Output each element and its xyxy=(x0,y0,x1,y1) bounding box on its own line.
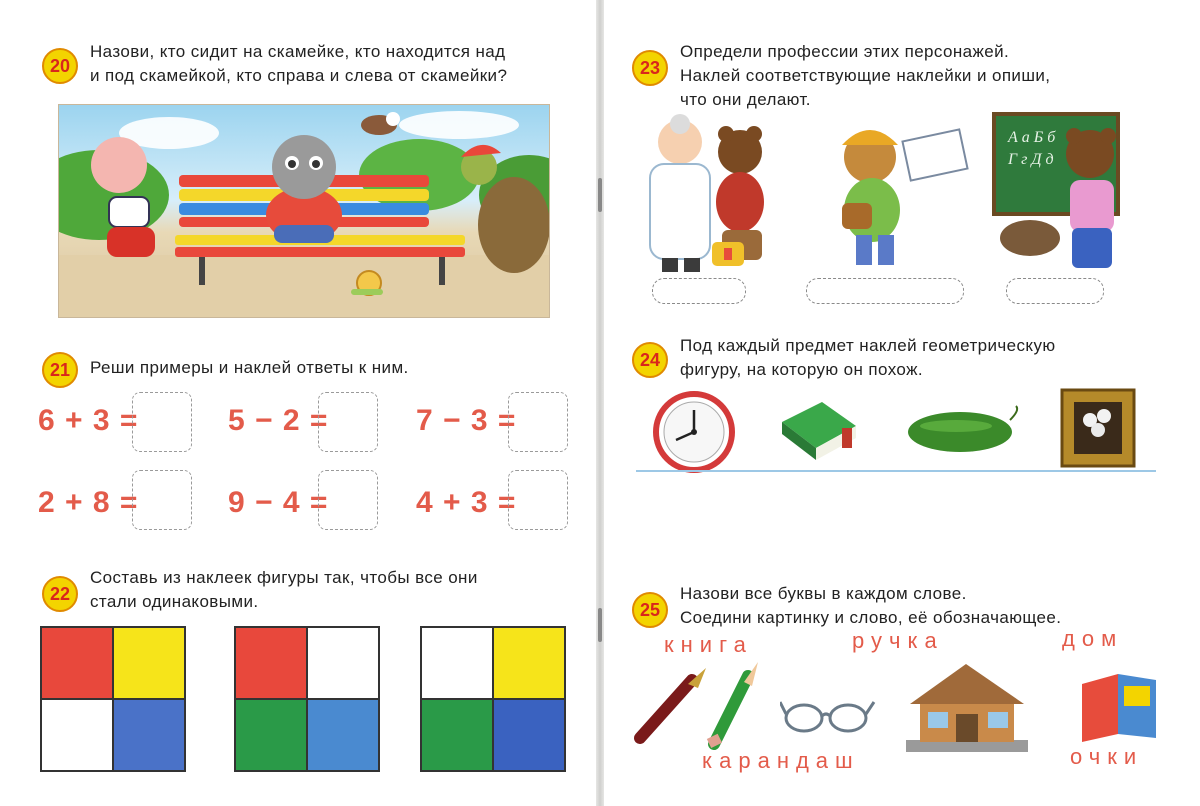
equation-1: 6 + 3 = xyxy=(38,404,139,437)
answer-box-4[interactable] xyxy=(132,470,192,530)
task-21-text: Реши примеры и наклей ответы к ним. xyxy=(90,358,409,377)
answer-box-3[interactable] xyxy=(508,392,568,452)
teacher-bear-icon xyxy=(990,110,1150,275)
figure-grid-3 xyxy=(420,626,566,772)
bench-scene-svg xyxy=(59,105,549,317)
bench-scene-illustration xyxy=(58,104,550,318)
staple-bottom xyxy=(598,608,602,642)
task-number-20: 20 xyxy=(42,48,78,84)
sticker-slot-teacher[interactable] xyxy=(1006,278,1104,304)
task-23-text-line1: Определи профессии этих персонажей. xyxy=(680,42,1010,61)
sticker-slot-doctor[interactable] xyxy=(652,278,746,304)
figure-1-cell-3[interactable] xyxy=(41,699,113,771)
answer-box-1[interactable] xyxy=(132,392,192,452)
staple-top xyxy=(598,178,602,212)
task-20-text-line2: и под скамейкой, кто справа и слева от скамейки? xyxy=(90,66,508,85)
svg-text:Г г Д д: Г г Д д xyxy=(1008,151,1054,168)
task-24-text-line2: фигуру, на которую он похож. xyxy=(680,360,923,379)
task-number-23: 23 xyxy=(632,50,668,86)
figure-1-cell-2[interactable] xyxy=(113,627,185,699)
figure-2-cell-4[interactable] xyxy=(307,699,379,771)
divider-line xyxy=(636,470,1156,472)
framed-picture-icon xyxy=(1060,384,1136,468)
equation-5: 9 − 4 = xyxy=(228,486,329,519)
glasses-icon xyxy=(780,694,876,738)
figure-grid-1 xyxy=(40,626,186,772)
figure-2-cell-2[interactable] xyxy=(307,627,379,699)
figure-3-cell-2[interactable] xyxy=(493,627,565,699)
task-23-text-line3: что они делают. xyxy=(680,90,811,109)
figure-1-cell-4[interactable] xyxy=(113,699,185,771)
task-22-text-line2: стали одинаковыми. xyxy=(90,592,259,611)
doctor-bear-icon xyxy=(640,112,780,277)
figure-grid-2 xyxy=(234,626,380,772)
svg-text:А а Б б: А а Б б xyxy=(1008,129,1056,146)
small-book-icon xyxy=(1076,670,1162,744)
word-ochki[interactable]: очки xyxy=(1070,744,1144,769)
task-24-text-line1: Под каждый предмет наклей геометрическую xyxy=(680,336,1056,355)
task-20-text-line1: Назови, кто сидит на скамейке, кто находится над xyxy=(90,42,506,61)
book-icon xyxy=(776,392,860,466)
task-number-25: 25 xyxy=(632,592,668,628)
fountain-pen-icon xyxy=(632,664,710,744)
task-number-22: 22 xyxy=(42,576,78,612)
figure-2-cell-3[interactable] xyxy=(235,699,307,771)
clock-icon xyxy=(652,390,736,474)
task-22-text-line1: Составь из наклеек фигуры так, чтобы все они xyxy=(90,568,478,587)
word-karandash[interactable]: карандаш xyxy=(702,748,860,773)
book-spine xyxy=(596,0,604,806)
answer-box-5[interactable] xyxy=(318,470,378,530)
figure-3-cell-3[interactable] xyxy=(421,699,493,771)
equation-6: 4 + 3 = xyxy=(416,486,517,519)
answer-box-6[interactable] xyxy=(508,470,568,530)
task-number-24: 24 xyxy=(632,342,668,378)
task-23-text-line2: Наклей соответствующие наклейки и опиши, xyxy=(680,66,1051,85)
answer-box-2[interactable] xyxy=(318,392,378,452)
task-number-21: 21 xyxy=(42,352,78,388)
figure-3-cell-4[interactable] xyxy=(493,699,565,771)
bird xyxy=(361,112,400,135)
house-icon xyxy=(902,656,1032,756)
word-dom[interactable]: дом xyxy=(1062,626,1124,651)
figure-1-cell-1[interactable] xyxy=(41,627,113,699)
word-kniga[interactable]: книга xyxy=(664,632,753,657)
sticker-slot-postman[interactable] xyxy=(806,278,964,304)
equation-4: 2 + 8 = xyxy=(38,486,139,519)
word-ruchka[interactable]: ручка xyxy=(852,628,944,653)
postman-bear-icon xyxy=(820,115,970,275)
cucumber-icon xyxy=(906,404,1024,456)
figure-3-cell-1[interactable] xyxy=(421,627,493,699)
pencil-icon xyxy=(704,660,762,750)
figure-2-cell-1[interactable] xyxy=(235,627,307,699)
task-25-text-line1: Назови все буквы в каждом слове. xyxy=(680,584,967,603)
equation-3: 7 − 3 = xyxy=(416,404,517,437)
task-25-text-line2: Соедини картинку и слово, её обозначающее. xyxy=(680,608,1062,627)
equation-2: 5 − 2 = xyxy=(228,404,329,437)
